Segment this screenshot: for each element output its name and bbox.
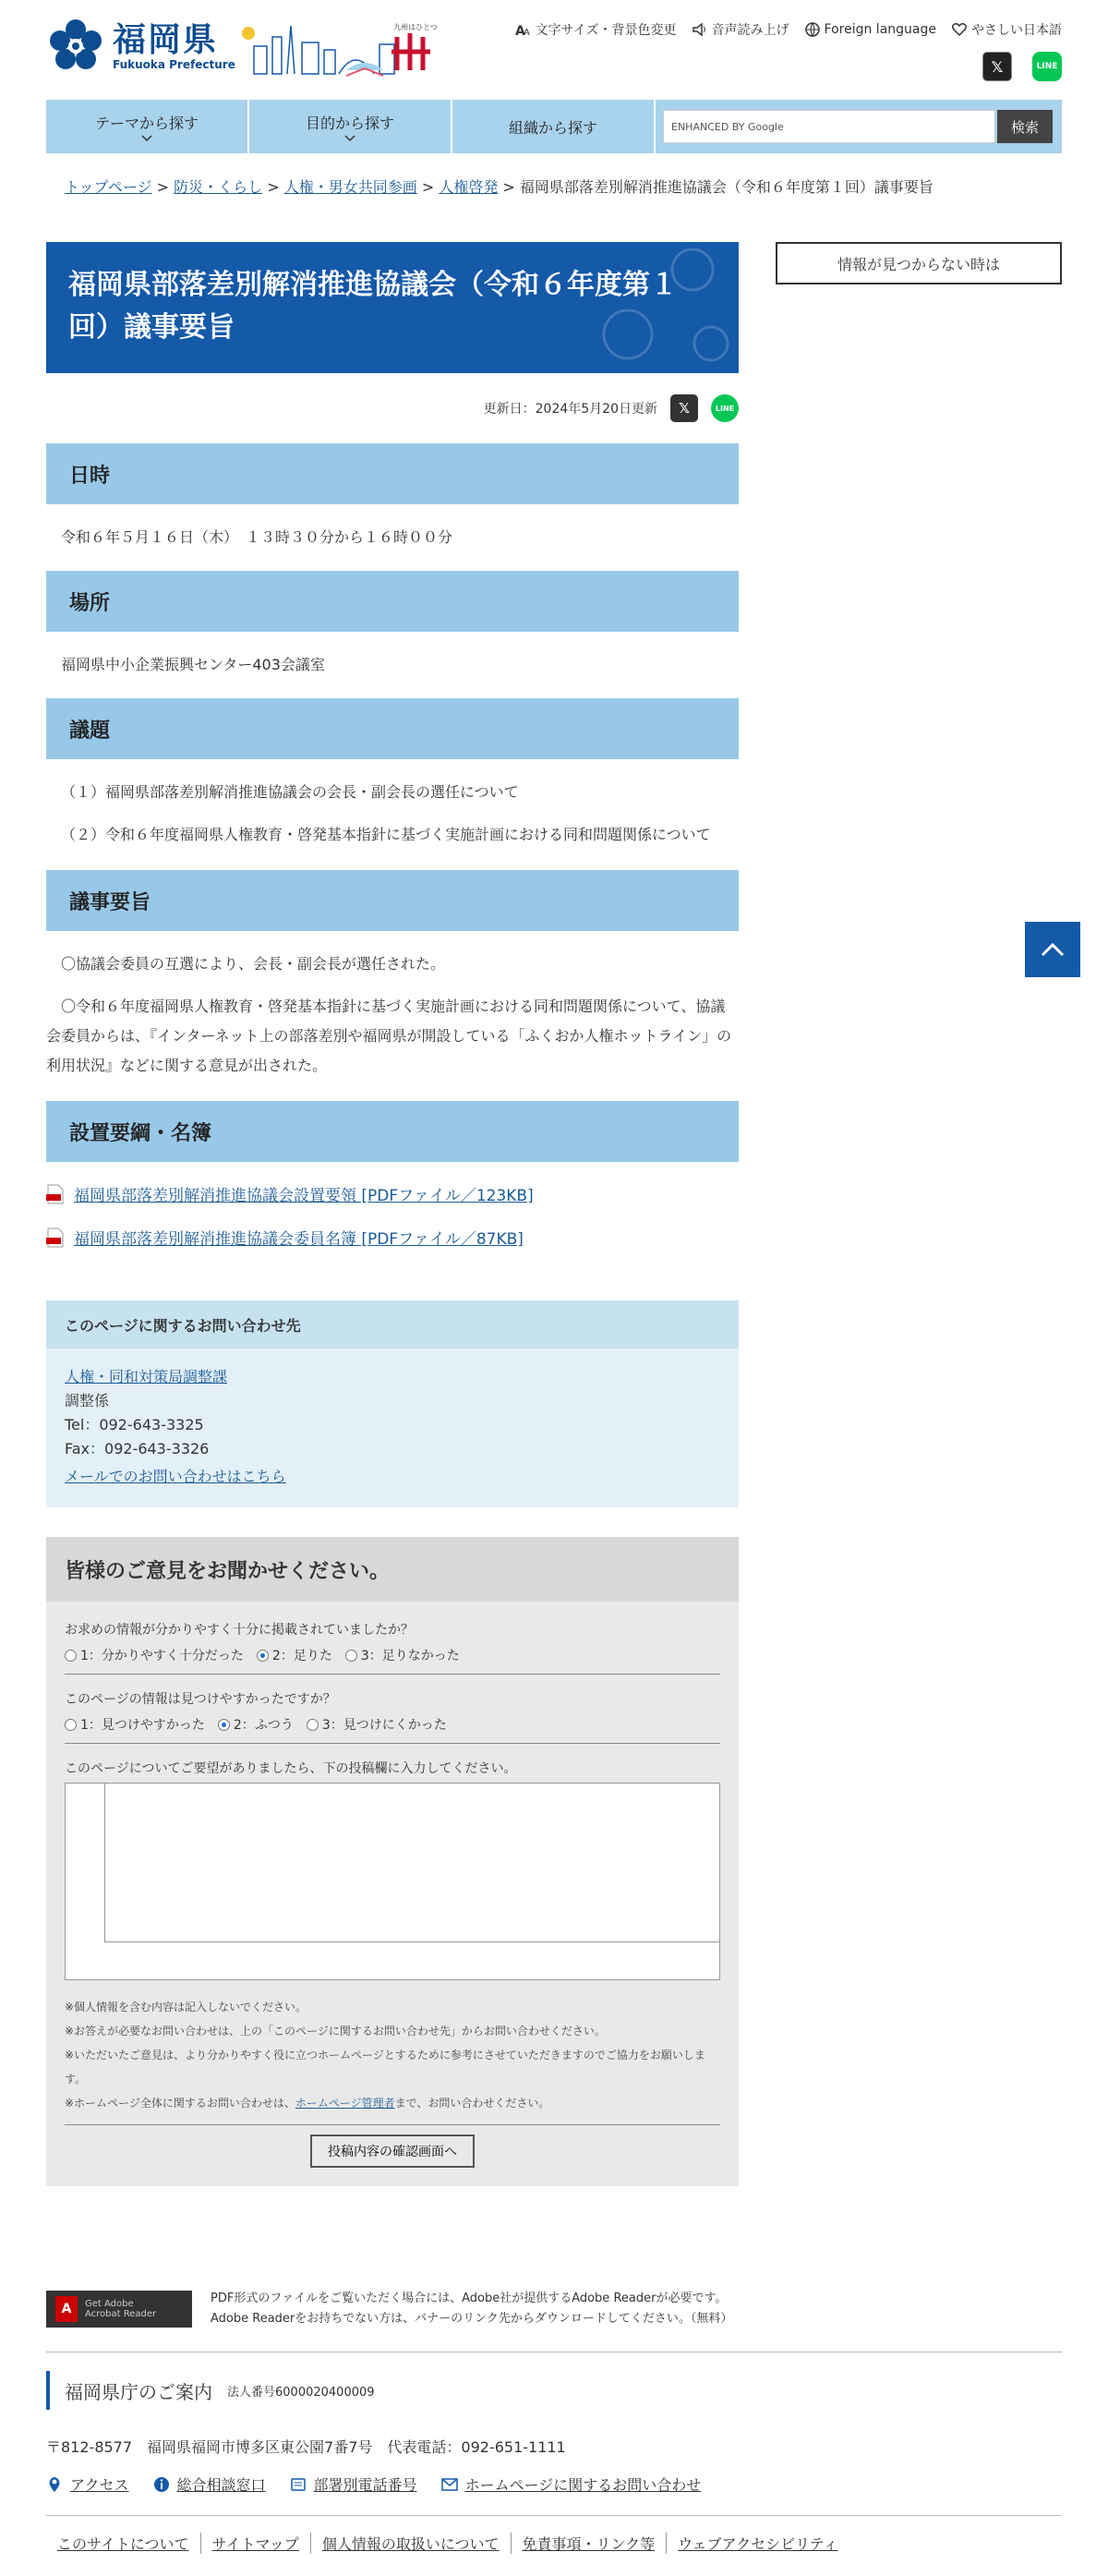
- contact-dept-link[interactable]: 人権・同和対策局調整課: [65, 1368, 228, 1385]
- contact-heading: このページに関するお問い合わせ先: [46, 1300, 739, 1348]
- note-4: [65, 2091, 720, 2115]
- site-header: [0, 0, 1108, 100]
- q2-option-2-label: 2：ふつう: [233, 1718, 294, 1733]
- feedback-q2-options: [65, 1715, 720, 1744]
- breadcrumb-current: 福岡県部落差別解消推進協議会（令和６年度第１回）議事要旨: [519, 178, 933, 196]
- summary-item-2: 〇令和６年度福岡県人権教育・啓発基本指針に基づく実施計画における同和問題関係について、協議会委員からは、『インターネット上の部落差別や福岡県が開設している「ふくおか人権ホットライン」の利用状況』などに関する意見が出された。: [46, 998, 732, 1074]
- q2-option-2[interactable]: [218, 1715, 294, 1734]
- nav-organization[interactable]: [452, 100, 656, 153]
- ume-flower-icon: [46, 17, 105, 76]
- line-share-icon[interactable]: LINE: [711, 394, 739, 422]
- radio-button-selected[interactable]: [257, 1650, 269, 1662]
- q1-option-1[interactable]: [65, 1646, 244, 1664]
- radio-button[interactable]: [307, 1719, 319, 1731]
- svg-text:九州はひとつ: 九州はひとつ: [393, 23, 438, 31]
- chevron-down-icon: [141, 135, 152, 142]
- contact-box: [46, 1300, 739, 1507]
- chevron-down-icon: [344, 135, 355, 142]
- pdf-link-rules[interactable]: [46, 1182, 739, 1205]
- q2-option-3-label: 3：見つけにくかった: [321, 1718, 447, 1733]
- radio-button[interactable]: [65, 1719, 77, 1731]
- feedback-q3: このページについてご要望がありましたら、下の投稿欄に入力してください。: [65, 1761, 517, 1776]
- datetime-text: 令和６年５月１６日（木） １３時３０分から１６時００分: [61, 528, 453, 546]
- page-title-box: [46, 242, 739, 373]
- font-size-icon: [515, 21, 532, 38]
- footer-link-phone-text[interactable]: 部署別電話番号: [313, 2476, 417, 2494]
- note-4-post: まで、お問い合わせください。: [394, 2097, 550, 2110]
- radio-button[interactable]: [65, 1650, 77, 1662]
- pdf-file-icon: [46, 1184, 65, 1204]
- mail-icon: [441, 2476, 458, 2493]
- foreign-language-link[interactable]: [804, 21, 936, 38]
- feedback-heading: 皆様のご意見をお聞かせください。: [46, 1537, 739, 1602]
- footer-accessibility[interactable]: ウェブアクセシビリティ: [678, 2535, 838, 2553]
- x-share-icon[interactable]: 𝕏: [982, 52, 1012, 81]
- nav-purpose[interactable]: [249, 100, 452, 153]
- heart-icon: [951, 21, 968, 38]
- breadcrumb-human-rights[interactable]: 人権・男女共同参画: [283, 178, 417, 196]
- x-share-icon[interactable]: 𝕏: [670, 394, 698, 422]
- footer-link-consult-text[interactable]: 総合相談窓口: [176, 2476, 266, 2494]
- footer-link-access[interactable]: [46, 2473, 129, 2495]
- feedback-textarea[interactable]: [65, 1783, 720, 1980]
- text-size-label: 文字サイズ・背景色変更: [535, 23, 677, 38]
- logo-subtitle: Fukuoka Prefecture: [113, 58, 235, 71]
- feedback-q2: このページの情報は見つけやすかったですか？: [65, 1692, 336, 1707]
- pdf-link-members-text[interactable]: 福岡県部落差別解消推進協議会委員名簿 [PDFファイル／87KB]: [74, 1230, 524, 1249]
- nav-organization-label: 組織から探す: [508, 118, 597, 137]
- feedback-form: [46, 1537, 739, 2186]
- adobe-badge-get: Get Adobe: [85, 2299, 134, 2309]
- adobe-text-2: Adobe Readerをお持ちでない方は、バナーのリンク先からダウンロードしてください。（無料）: [211, 2312, 733, 2326]
- footer-link-phone[interactable]: [290, 2473, 417, 2495]
- footer-link-inquiry-text[interactable]: ホームページに関するお問い合わせ: [464, 2476, 702, 2494]
- contact-mail-link[interactable]: メールでのお問い合わせはこちら: [65, 1468, 286, 1485]
- site-logo[interactable]: [46, 17, 235, 76]
- footer-bottom-links: [46, 2515, 1062, 2554]
- global-nav: [46, 100, 1062, 153]
- footer-about[interactable]: このサイトについて: [46, 2533, 201, 2554]
- summary-item-1: 〇協議会委員の互選により、会長・副会長が選任された。: [61, 955, 446, 973]
- q1-option-3-label: 3：足りなかった: [360, 1649, 460, 1663]
- footer-sitemap[interactable]: サイトマップ: [201, 2533, 311, 2554]
- site-footer: [46, 2352, 1062, 2554]
- section-heading-documents: 設置要綱・名簿: [46, 1101, 739, 1162]
- feedback-q1-options: [65, 1646, 720, 1675]
- place-text: 福岡県中小企業振興センター403会議室: [61, 656, 325, 673]
- line-share-icon[interactable]: LINE: [1032, 52, 1062, 81]
- q2-option-1[interactable]: [65, 1715, 205, 1734]
- footer-title: 福岡県庁のご案内: [65, 2380, 212, 2403]
- webmaster-link[interactable]: ホームページ管理者: [295, 2097, 395, 2110]
- foreign-language-label: Foreign language: [824, 22, 936, 37]
- breadcrumb-awareness[interactable]: 人権啓発: [439, 178, 499, 196]
- feedback-q1: お求めの情報が分かりやすく十分に掲載されていましたか？: [65, 1623, 414, 1638]
- svg-text:A: A: [514, 24, 525, 38]
- nav-theme[interactable]: [46, 100, 249, 153]
- footer-disclaimer[interactable]: 免責事項・リンク等: [512, 2533, 668, 2554]
- main-content: [46, 242, 739, 2186]
- breadcrumb-safety[interactable]: 防災・くらし: [174, 178, 263, 196]
- agenda-item-2: （２）令和６年度福岡県人権教育・啓発基本指針に基づく実施計画における同和問題関係について: [61, 826, 711, 843]
- footer-links: [46, 2473, 1062, 2495]
- note-4-pre: ※ホームページ全体に関するお問い合わせは、: [65, 2097, 295, 2110]
- q2-option-1-label: 1：見つけやすかった: [80, 1718, 205, 1733]
- voice-label: 音声読み上げ: [711, 23, 789, 38]
- easy-japanese-link[interactable]: [951, 20, 1062, 39]
- agenda-item-1: （１）福岡県部落差別解消推進協議会の会長・副会長の選任について: [61, 783, 519, 801]
- map-pin-icon: [46, 2476, 63, 2493]
- easy-japanese-label: やさしい日本語: [971, 23, 1062, 38]
- search-input[interactable]: ENHANCED BY Google: [663, 110, 995, 143]
- footer-corp-number: 法人番号6000020400009: [227, 2385, 375, 2400]
- footer-privacy[interactable]: 個人情報の取扱いについて: [311, 2533, 512, 2554]
- q1-option-2-label: 2：足りた: [271, 1649, 332, 1663]
- nav-purpose-label: 目的から探す: [305, 114, 394, 132]
- voice-link[interactable]: [692, 20, 789, 39]
- pdf-file-icon: [46, 1228, 65, 1248]
- section-heading-datetime: 日時: [46, 443, 739, 504]
- section-heading-place: 場所: [46, 571, 739, 632]
- updated-date: 更新日：2024年5月20日更新: [483, 402, 657, 417]
- svg-text:A: A: [523, 28, 530, 38]
- note-1: ※個人情報を含む内容は記入しないでください。: [65, 2001, 307, 2014]
- utility-menu: [515, 20, 1062, 39]
- header-social: [982, 52, 1062, 81]
- acrobat-icon: A: [55, 2296, 78, 2322]
- footer-link-consult[interactable]: [153, 2473, 266, 2495]
- breadcrumb-top[interactable]: トップページ: [65, 178, 152, 196]
- section-heading-summary: 議事要旨: [46, 870, 739, 931]
- adobe-text-1: PDF形式のファイルをご覧いただく場合には、Adobe社が提供するAdobe Readerが必要です。: [211, 2292, 728, 2305]
- q1-option-3[interactable]: [345, 1646, 460, 1664]
- footer-link-access-text[interactable]: アクセス: [70, 2476, 129, 2494]
- radio-button-selected[interactable]: [218, 1719, 230, 1731]
- search-button[interactable]: 検索: [997, 110, 1053, 143]
- feedback-notes: [65, 1995, 720, 2115]
- speaker-icon: [692, 21, 708, 38]
- footer-address: 〒812-8577 福岡県福岡市博多区東公園7番7号 代表電話：092-651-1111: [46, 2438, 566, 2456]
- confirm-submit-button[interactable]: 投稿内容の確認画面へ: [310, 2135, 475, 2168]
- help-button[interactable]: 情報が見つからない時は: [776, 242, 1062, 284]
- pdf-link-rules-text[interactable]: 福岡県部落差別解消推進協議会設置要領 [PDFファイル／123KB]: [74, 1187, 534, 1205]
- back-to-top-button[interactable]: [1025, 922, 1080, 977]
- contact-section: 調整係: [65, 1392, 110, 1409]
- section-heading-agenda: 議題: [46, 698, 739, 759]
- nav-theme-label: テーマから探す: [94, 114, 199, 132]
- q2-option-3[interactable]: [307, 1715, 447, 1734]
- phone-directory-icon: [290, 2476, 307, 2493]
- q1-option-2[interactable]: [257, 1646, 332, 1664]
- contact-fax: Fax：092-643-3326: [65, 1440, 210, 1457]
- note-2: ※お答えが必要なお問い合わせは、上の「このページに関するお問い合わせ先」からお問い合わせください。: [65, 2025, 606, 2038]
- chevron-up-icon: [1041, 942, 1065, 957]
- contact-tel: Tel：092-643-3325: [65, 1416, 204, 1433]
- adobe-reader-banner: [46, 2289, 732, 2329]
- page-title: 福岡県部落差別解消推進協議会（令和６年度第１回）議事要旨: [68, 269, 678, 344]
- footer-link-inquiry[interactable]: [441, 2473, 702, 2495]
- meta-row: [46, 373, 739, 443]
- kyushu-logo: [388, 18, 443, 81]
- radio-button[interactable]: [345, 1650, 357, 1662]
- q1-option-1-label: 1：分かりやすく十分だった: [80, 1649, 244, 1663]
- adobe-reader-badge[interactable]: [46, 2291, 192, 2328]
- breadcrumb: トップページ > 防災・くらし > 人権・男女共同参画 > 人権啓発 > 福岡県部落差別解消推進協議会（令和６年度第１回）議事要旨: [65, 178, 933, 196]
- adobe-badge-name: Acrobat Reader: [85, 2309, 157, 2319]
- info-icon: [153, 2476, 170, 2493]
- text-size-link[interactable]: [515, 20, 677, 39]
- globe-icon: [804, 21, 821, 38]
- logo-title: 福岡県: [113, 20, 219, 59]
- note-3: ※いただいたご意見は、より分かりやすく役に立つホームページとするために参考にさせていただきますのでご協力をお願いします。: [65, 2049, 705, 2086]
- pdf-link-members[interactable]: [46, 1226, 739, 1249]
